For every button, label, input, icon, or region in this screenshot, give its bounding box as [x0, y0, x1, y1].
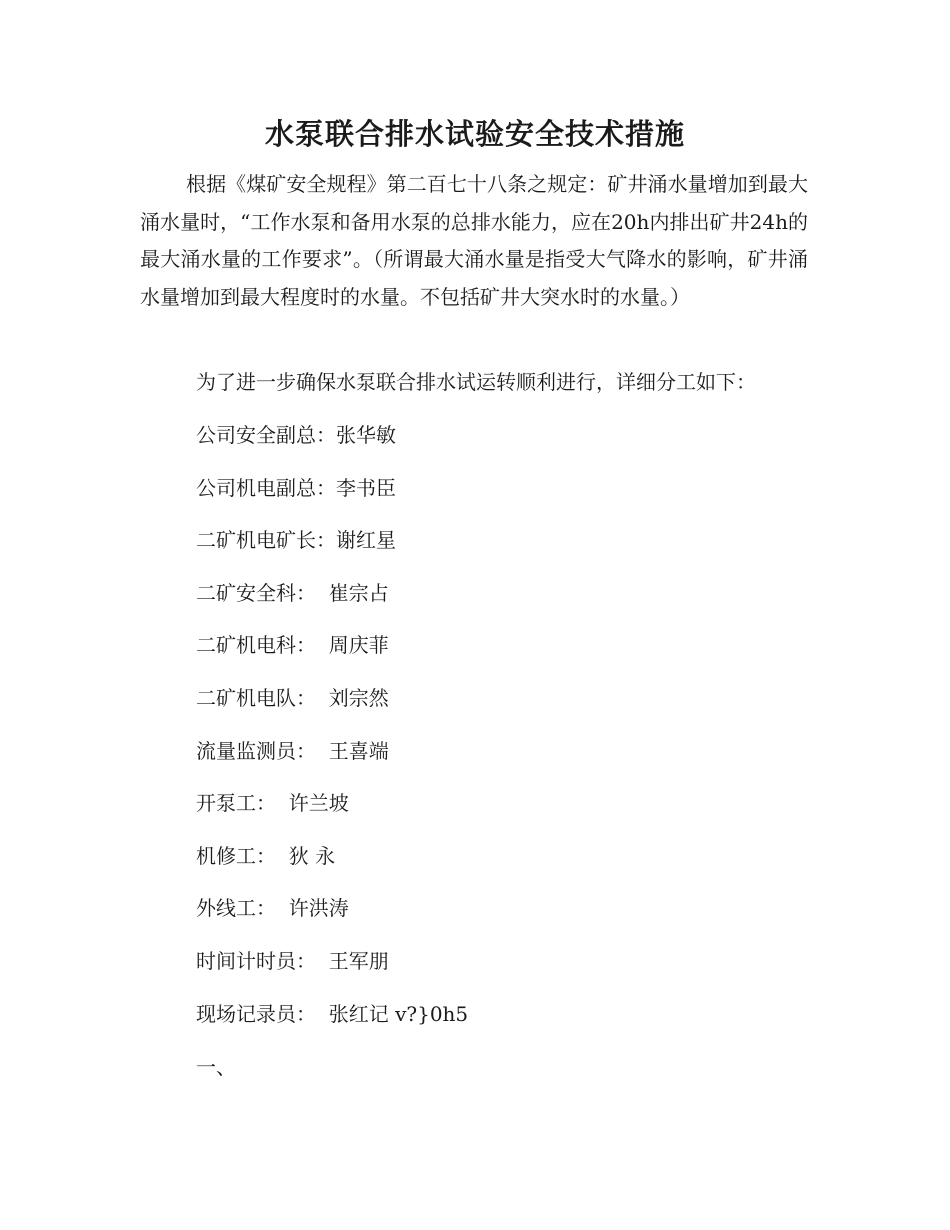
intro-paragraph: 根据《煤矿安全规程》第二百七十八条之规定：矿井涌水量增加到最大涌水量时，“工作水泵和备用水泵的总排水能力，应在20h内排出矿井24h的最大涌水量的工作要求”。（所谓最大涌水量是指受大气降水的影响，矿井涌水量增加到最大程度时的水量。不包括矿井大突水时的水量。） [140, 172, 808, 309]
staff-list [196, 420, 468, 1051]
staff-item: 二矿机电矿长：谢红星 [196, 528, 396, 553]
staff-item: 二矿机电队： 刘宗然 [196, 685, 389, 710]
staff-item: 现场记录员： 张红记 v?}0h5 [196, 1001, 469, 1026]
staff-item: 公司机电副总：李书臣 [196, 475, 396, 500]
staff-item: 时间计时员： 王军朋 [196, 948, 389, 973]
staff-item: 二矿安全科： 崔宗占 [196, 580, 389, 605]
staff-item: 机修工： 狄 永 [196, 843, 336, 868]
staff-item: 开泵工： 许兰坡 [196, 791, 349, 816]
document-title: 水泵联合排水试验安全技术措施 [264, 117, 685, 151]
staff-item: 流量监测员： 王喜端 [196, 738, 389, 763]
section-number: 一、 [196, 1055, 236, 1079]
division-lead-text: 为了进一步确保水泵联合排水试运转顺利进行，详细分工如下： [196, 370, 756, 394]
staff-item: 外线工： 许洪涛 [196, 896, 349, 921]
staff-item: 公司安全副总：张华敏 [196, 423, 396, 447]
staff-item: 二矿机电科： 周庆菲 [196, 633, 389, 658]
